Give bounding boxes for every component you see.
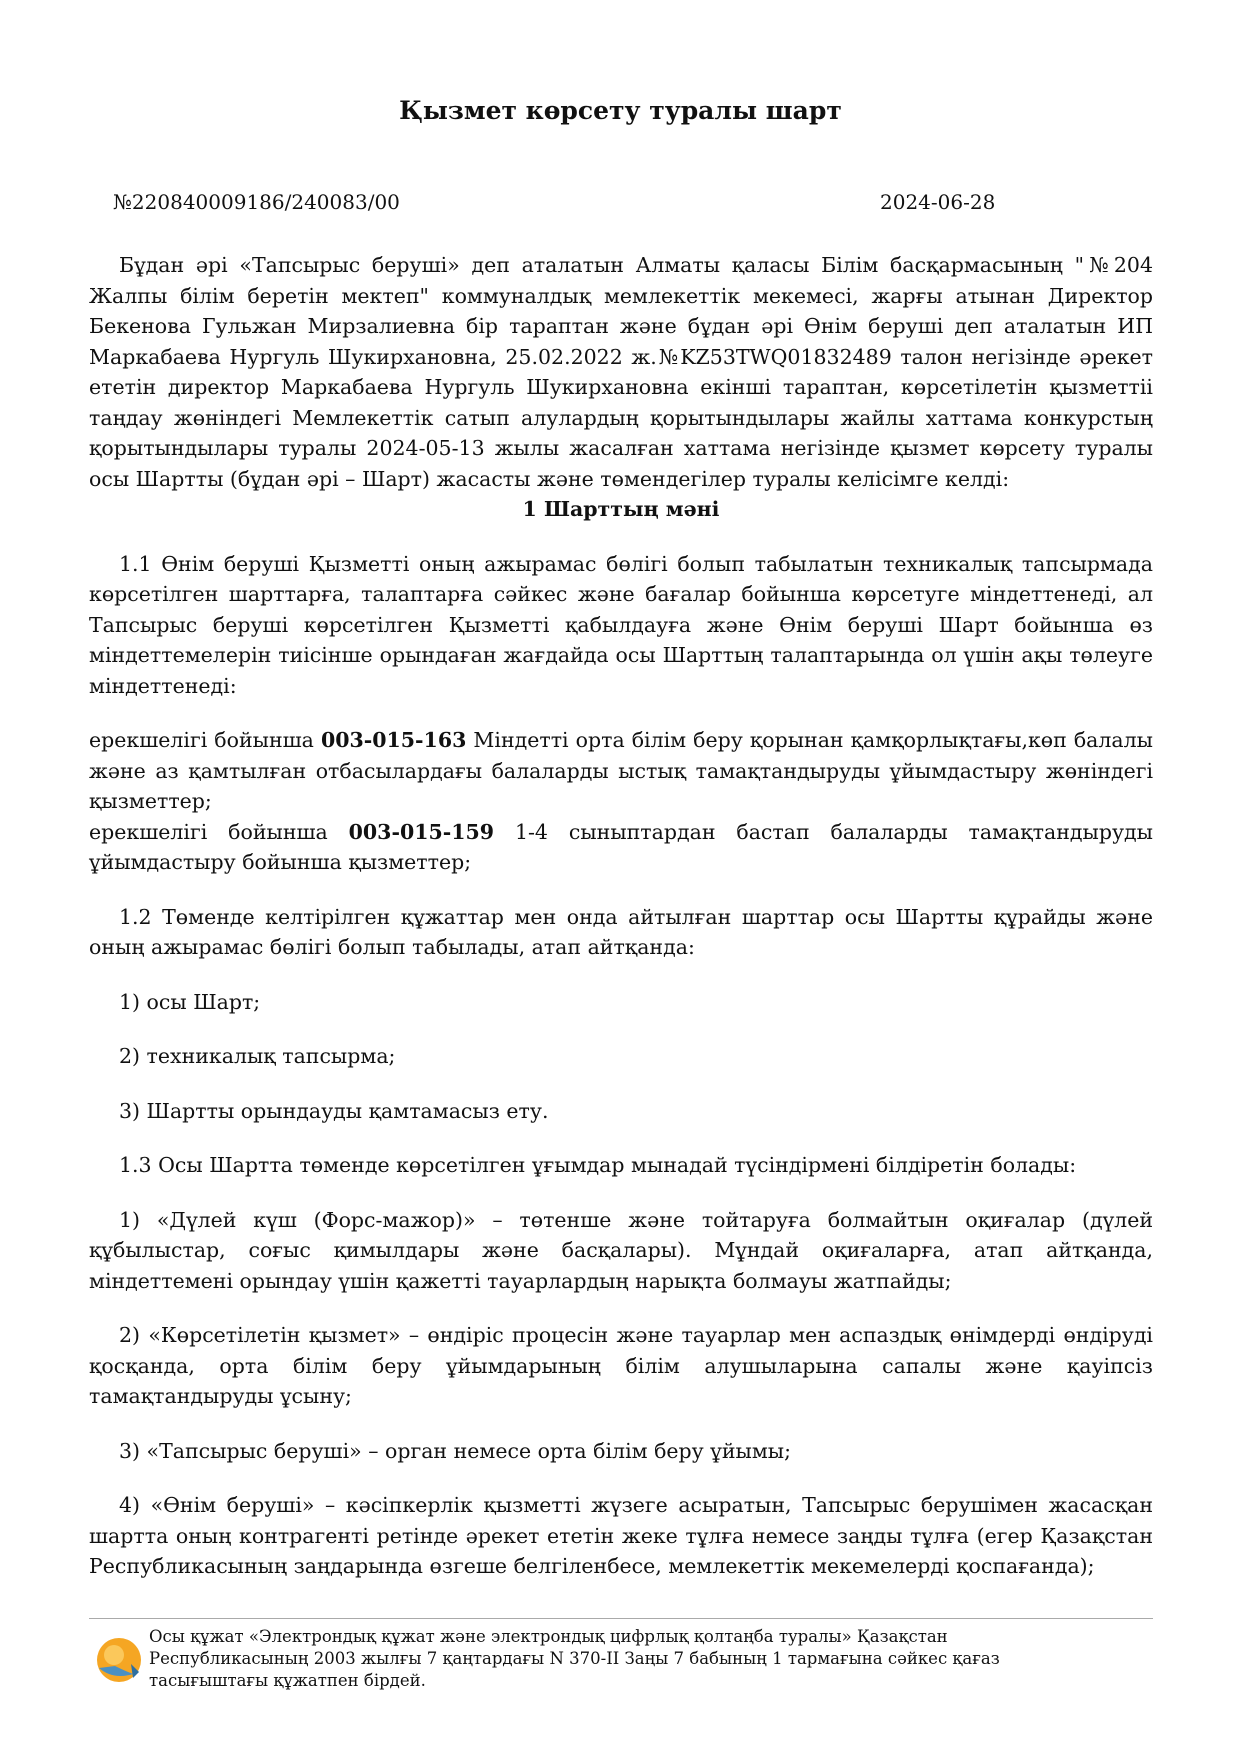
contract-date: 2024-06-28	[880, 190, 996, 214]
clause-1-1: 1.1 Өнім беруші Қызметті оның ажырамас бөлігі болып табылатын техникалық тапсырмада көрсетілген шарттарға, талаптарға сәйкес және бағалар бойынша көрсетуге міндеттенеді, ал Тапсырыс беруші көрсетілген Қызметті қабылдауға және Өнім беруші Шарт бойынша өз міндеттемелерін тиісінше орындаған жағдайда осы Шарттың талаптарында ол үшін ақы төлеуге міндеттенеді:	[89, 551, 1153, 698]
definition-item: 2) «Көрсетілетін қызмет» – өндіріс процесін және тауарлар мен аспаздық өнімдерді өндіруді қосқанда, орта білім беру ұйымдарының білім алушыларына сапалы және қауіпсіз тамақтандыруды ұсыну;	[89, 1323, 1153, 1408]
definition-item: 1) «Дүлей күш (Форс-мажор)» – төтенше және тойтаруға болмайтын оқиғалар (дүлей құбылыстар, соғыс қимылдары және басқалары). Мұндай оқиғаларға, атап айтқанда, міндеттемені орындау үшін қажетті тауарлардың нарықта болмауы жатпайды;	[89, 1207, 1153, 1293]
list-item: 2) техникалық тапсырма;	[119, 1044, 396, 1068]
spec-code: 003-015-163	[320, 728, 467, 752]
list-item: 1) осы Шарт;	[119, 989, 261, 1014]
document-body	[89, 250, 1153, 1582]
definition-item: 3) «Тапсырыс беруші» – орган немесе орта білім беру ұйымы;	[119, 1438, 791, 1463]
contract-number: №220840009186/240083/00	[113, 190, 400, 214]
spec-item	[89, 817, 1153, 878]
spec-text: 1-4 сыныптардан бастап балаларды тамақтандыруды ұйымдастыру бойынша қызметтер;	[89, 819, 1153, 874]
spec-text: Міндетті орта білім беру қорынан қамқорлықтағы,көп балалы және аз қамтылған отбасылардағы балаларды ыстық тамақтандыруды ұйымдастыру жөніндегі қызметтер;	[89, 728, 1153, 813]
list-item: 3) Шартты орындауды қамтамасыз ету.	[119, 1098, 549, 1123]
section-heading: 1 Шарттың мәні	[522, 497, 720, 521]
spec-prefix: ерекшелігі бойынша	[89, 728, 314, 752]
clause-1-3: 1.3 Осы Шартта төменде көрсетілген ұғымдар мынадай түсіндірмені білдіретін болады:	[119, 1153, 1077, 1177]
preamble: Бұдан әрі «Тапсырыс беруші» деп аталатын Алматы қаласы Білім басқармасының "№204 Жалпы білім беретін мектеп" коммуналдық мемлекеттік мекемесі, жарғы атынан Директор Бекенова Гульжан Мирзалиевна бір тараптан және бұдан әрі Өнім беруші деп аталатын ИП Маркабаева Нургуль Шукирхановна, 25.02.2022 ж.№KZ53TWQ01832489 талон негізінде әрекет ететін директор Маркабаева Нургуль Шукирхановна екінші тараптан, көрсетілетін қызметтіі таңдау жөніндегі Мемлекеттік сатып алулардың қорытындылары жайлы хаттама конкурстың қорытындылары туралы 2024-05-13 жылы жасалған хаттама негізінде қызмет көрсету туралы осы Шартты (бұдан әрі – Шарт) жасасты және төмендегілер туралы келісімге келді:	[89, 253, 1153, 491]
spec-code: 003-015-159	[348, 819, 495, 844]
document-title: Қызмет көрсету туралы шарт	[399, 96, 842, 125]
footer-notice: Осы құжат «Электрондық құжат және электрондық цифрлық қолтаңба туралы» Қазақстан Республикасының 2003 жылғы 7 қаңтардағы N 370-II Заңы 7 бабының 1 тармағына сәйкес қағаз тасығыштағы құжатпен бірдей.	[149, 1627, 1000, 1690]
clause-1-2: 1.2 Төменде келтірілген құжаттар мен онда айтылған шарттар осы Шартты құрайды және оның ажырамас бөлігі болып табылады, атап айтқанда:	[89, 904, 1153, 959]
spec-item	[89, 725, 1153, 817]
footer-divider	[89, 1618, 1153, 1619]
definition-item: 4) «Өнім беруші» – кәсіпкерлік қызметті жүзеге асыратын, Тапсырыс берушімен жасасқан шартта оның контрагенті ретінде әрекет ететін жеке тұлға немесе заңды тұлға (егер Қазақстан Республикасының заңдарында өзгеше белгіленбесе, мемлекеттік мекемелерді қоспағанда);	[89, 1493, 1153, 1578]
egov-seal-icon	[93, 1634, 145, 1686]
spec-prefix: ерекшелігі бойынша	[89, 819, 328, 844]
